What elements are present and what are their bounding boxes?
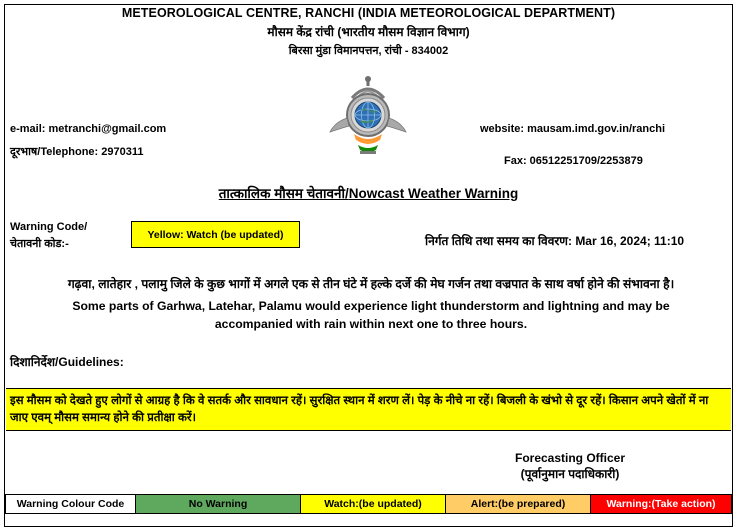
fax-text: Fax: 06512251709/2253879 xyxy=(504,155,643,167)
warning-body-english: Some parts of Garhwa, Latehar, Palamu would experience light thunderstorm and lightning and may be accompanied with rain within next one to three hours. xyxy=(72,299,670,331)
page-title-english: Nowcast Weather Warning xyxy=(348,186,519,201)
header-line-address: बिरसा मुंडा विमानपत्तन, रांची - 834002 xyxy=(288,45,449,57)
guidelines-label: दिशानिर्देश/Guidelines: xyxy=(10,355,124,369)
legend-label-3: Alert:(be prepared) xyxy=(470,498,566,510)
warning-body-hindi: गढ़वा, लातेहार , पलामु जिले के कुछ भागों में अगले एक से तीन घंटे में हल्के दर्जे की मेघ गर्जन तथा वज्रपात के साथ वर्षा होने की संभावना है। xyxy=(67,277,675,291)
page-title-hindi: तात्कालिक मौसम चेतावनी/ xyxy=(218,186,349,201)
header-line-organisation-hi: मौसम केंद्र रांची (भारतीय मौसम विज्ञान विभाग) xyxy=(267,25,470,39)
guidelines-text: इस मौसम को देखते हुए लोगों से आग्रह है कि वे सतर्क और सावधान रहें। सुरक्षित स्थान में शरण लें। पेड़ के नीचे ना रहें। बिजली के खंभो से दूर रहें। किसान अपने खेतों में ना जाए एवम् मौसम समान्य होने की प्रतीक्षा करें। xyxy=(6,388,731,431)
signature-title-en: Forecasting Officer xyxy=(514,451,626,465)
warning-code-label xyxy=(10,219,87,253)
header-line-organisation-en: METEOROLOGICAL CENTRE, RANCHI (INDIA METEOROLOGICAL DEPARTMENT) xyxy=(121,6,616,20)
issue-datetime-text: निर्गत तिथि तथा समय का विवरण: Mar 16, 2024; 11:10 xyxy=(425,234,685,248)
signature-block xyxy=(420,450,720,482)
warning-code-value: Yellow: Watch (be updated) xyxy=(147,228,284,241)
legend-cell-2 xyxy=(301,495,446,513)
signature-title-hi: (पूर्वानुमान पदाधिकारी) xyxy=(520,467,620,481)
email-text: e-mail: metranchi@gmail.com xyxy=(10,123,167,135)
telephone-text: दूरभाष/Telephone: 2970311 xyxy=(10,146,144,158)
page-title xyxy=(0,184,737,202)
legend-cell-3 xyxy=(446,495,591,513)
legend-cell-1 xyxy=(136,495,301,513)
legend-label-2: Watch:(be updated) xyxy=(324,498,422,510)
status-badge xyxy=(131,221,300,248)
website-text: website: mausam.imd.gov.in/ranchi xyxy=(480,123,666,135)
legend-label-4: Warning:(Take action) xyxy=(606,498,716,510)
document-header xyxy=(5,6,732,58)
imd-emblem-icon xyxy=(322,74,414,156)
legend-cell-4 xyxy=(591,495,731,513)
warning-colour-code-legend xyxy=(5,494,732,514)
warning-code-label-hi: चेतावनी कोड:- xyxy=(10,238,69,250)
legend-label-0: Warning Colour Code xyxy=(16,498,125,510)
legend-cell-0 xyxy=(6,495,136,513)
legend-label-1: No Warning xyxy=(188,498,248,510)
contact-left-block xyxy=(10,123,166,159)
warning-code-label-en: Warning Code/ xyxy=(10,221,88,233)
